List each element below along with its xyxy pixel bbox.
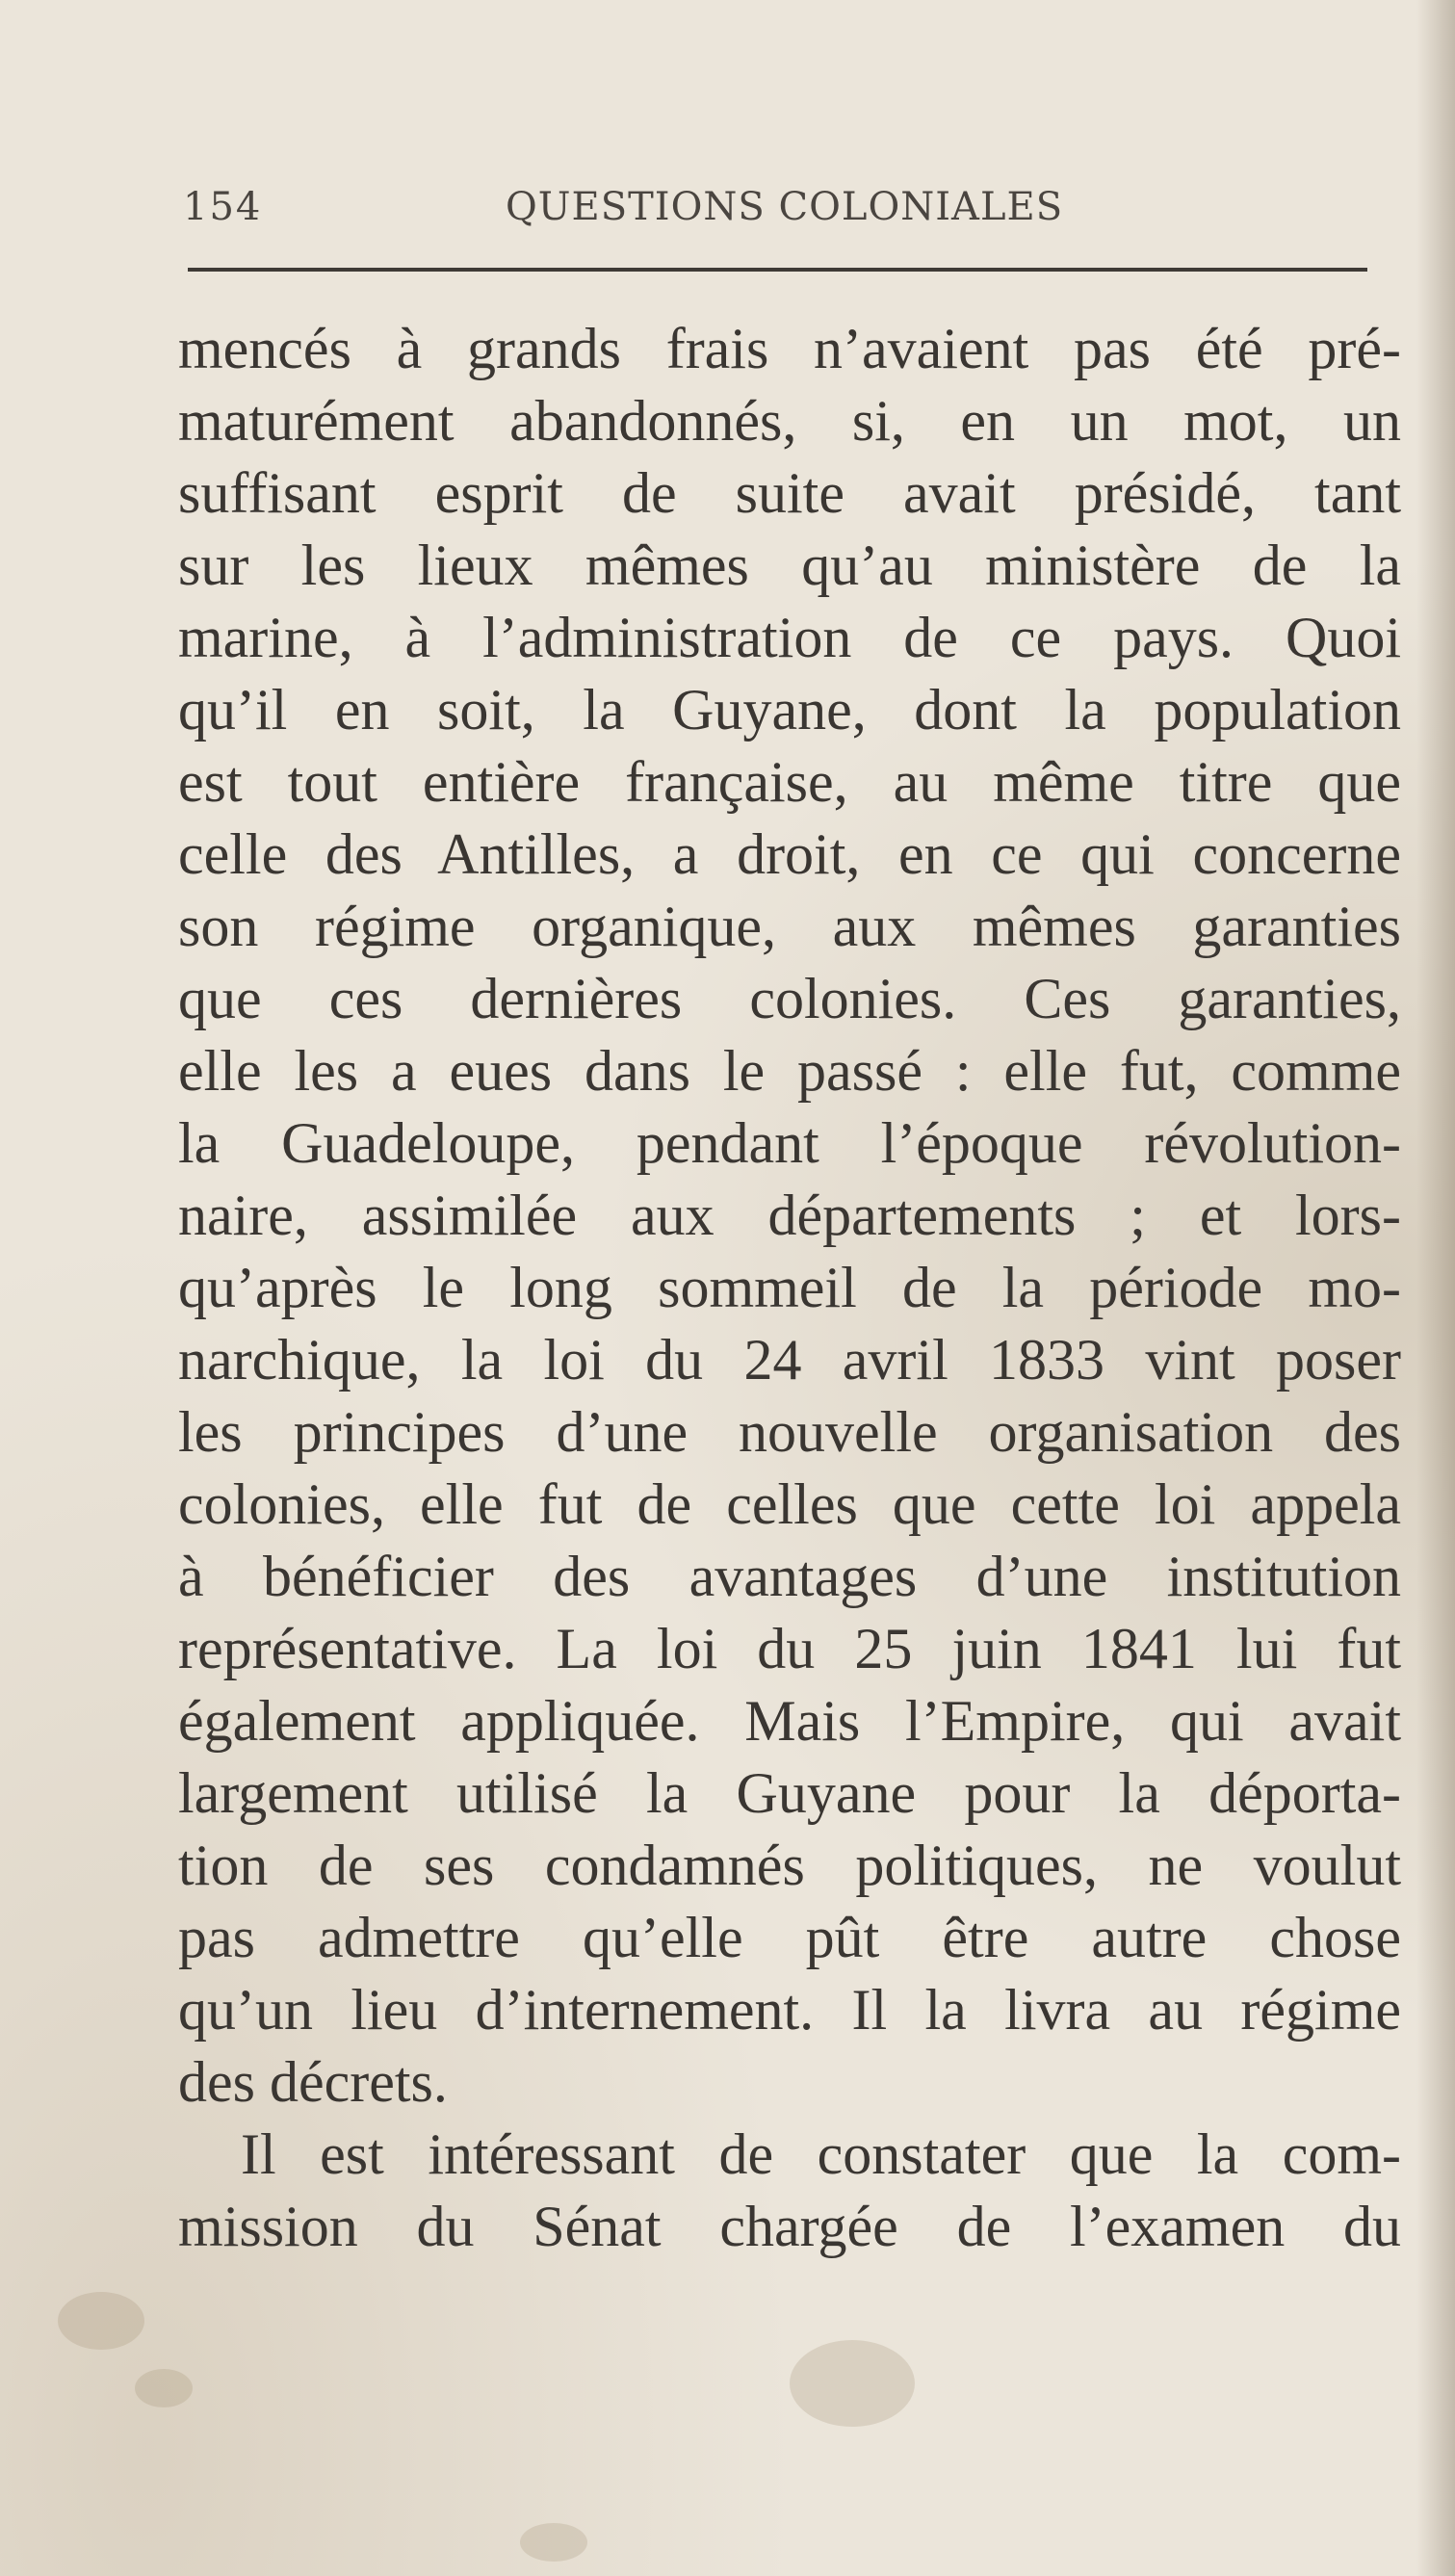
spine-shadow — [1416, 0, 1455, 2576]
text-line: que ces dernières colonies. Ces garanties, — [178, 967, 1401, 1030]
text-line: celle des Antilles, a droit, en ce qui concerne — [178, 822, 1401, 886]
text-line: qu’un lieu d’internement. Il la livra au régime — [178, 1978, 1401, 2042]
text-line: largement utilisé la Guyane pour la déporta- — [178, 1761, 1401, 1825]
text-line: elle les a eues dans le passé : elle fut, comme — [178, 1039, 1401, 1103]
text-line: son régime organique, aux mêmes garanties — [178, 895, 1401, 958]
text-line: des décrets. — [178, 2050, 448, 2114]
text-line: à bénéficier des avantages d’une institution — [178, 1545, 1401, 1608]
text-line: colonies, elle fut de celles que cette loi appela — [178, 1472, 1401, 1536]
text-line: Il est intéressant de constater que la com- — [241, 2122, 1401, 2186]
text-line: est tout entière française, au même titre que — [178, 750, 1401, 814]
text-line: naire, assimilée aux départements ; et lors- — [178, 1184, 1401, 1247]
text-line: tion de ses condamnés politiques, ne voulut — [178, 1834, 1401, 1897]
text-line: également appliquée. Mais l’Empire, qui avait — [178, 1689, 1401, 1753]
text-line: narchique, la loi du 24 avril 1833 vint poser — [178, 1328, 1401, 1392]
text-line: mencés à grands frais n’avaient pas été pré- — [178, 317, 1401, 380]
text-line: marine, à l’administration de ce pays. Quoi — [178, 606, 1401, 669]
text-line: les principes d’une nouvelle organisation des — [178, 1400, 1401, 1464]
text-line: maturément abandonnés, si, en un mot, un — [178, 389, 1401, 453]
page-number: 154 — [183, 185, 263, 229]
foxing-stain — [135, 2369, 193, 2407]
running-title: QUESTIONS COLONIALES — [506, 185, 1064, 229]
text-line: sur les lieux mêmes qu’au ministère de la — [178, 533, 1401, 597]
page-header — [183, 185, 1367, 233]
foxing-stain — [58, 2292, 144, 2350]
text-line: qu’il en soit, la Guyane, dont la population — [178, 678, 1401, 742]
header-rule — [188, 268, 1367, 272]
text-line: qu’après le long sommeil de la période mo- — [178, 1256, 1401, 1319]
foxing-stain — [790, 2340, 915, 2427]
text-line: pas admettre qu’elle pût être autre chose — [178, 1906, 1401, 1969]
text-line: mission du Sénat chargée de l’examen du — [178, 2195, 1401, 2258]
foxing-stain — [520, 2523, 587, 2562]
text-line: la Guadeloupe, pendant l’époque révolution- — [178, 1111, 1401, 1175]
text-line: représentative. La loi du 25 juin 1841 lui fut — [178, 1617, 1401, 1680]
body-text — [178, 313, 1401, 2263]
text-line: suffisant esprit de suite avait présidé, tant — [178, 461, 1401, 525]
